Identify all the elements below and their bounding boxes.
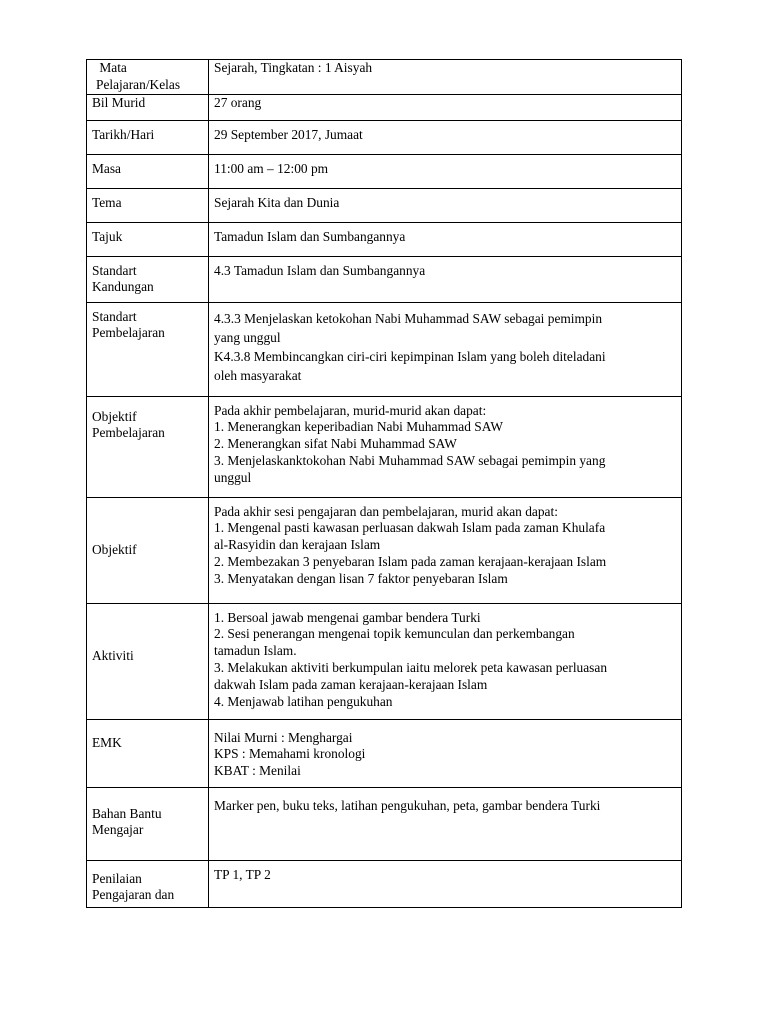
table-row — [87, 256, 682, 302]
label-line: Pelajaran/Kelas — [96, 76, 181, 92]
content-line: KPS : Memahami kronologi — [214, 746, 366, 762]
content-line: Pada akhir sesi pengajaran dan pembelajaran, murid akan dapat: — [214, 503, 558, 519]
content-line: Sejarah Kita dan Dunia — [214, 194, 340, 210]
label-line: Mengajar — [92, 822, 144, 838]
table-row — [87, 60, 682, 95]
row-label — [87, 719, 209, 787]
label-line: Mata — [96, 60, 127, 75]
content-line: 2. Menerangkan sifat Nabi Muhammad SAW — [214, 436, 457, 452]
content-line: al-Rasyidin dan kerajaan Islam — [214, 537, 381, 553]
label-line: Tema — [92, 194, 122, 210]
table-row — [87, 497, 682, 603]
content-line: 1. Bersoal jawab mengenai gambar bendera Turki — [214, 609, 481, 625]
label-line: Pembelajaran — [92, 325, 165, 341]
row-content — [209, 787, 682, 860]
row-label — [87, 860, 209, 907]
content-line: KBAT : Menilai — [214, 763, 301, 779]
table-row — [87, 719, 682, 787]
label-line: EMK — [92, 734, 122, 750]
label-line: Pengajaran dan — [92, 887, 175, 903]
content-line: 2. Membezakan 3 penyebaran Islam pada zaman kerajaan-kerajaan Islam — [214, 553, 607, 569]
table-row — [87, 94, 682, 120]
row-label — [87, 188, 209, 222]
content-line: Tamadun Islam dan Sumbangannya — [214, 228, 406, 244]
label-line: Tarikh/Hari — [92, 126, 155, 142]
row-content — [209, 256, 682, 302]
row-label — [87, 154, 209, 188]
label-line: Kandungan — [92, 279, 154, 295]
content-line: 1. Menerangkan keperibadian Nabi Muhammad SAW — [214, 419, 503, 435]
content-line: 3. Menjelaskanktokohan Nabi Muhammad SAW sebagai pemimpin yang — [214, 452, 606, 468]
row-content — [209, 396, 682, 497]
row-content — [209, 222, 682, 256]
row-content — [209, 60, 682, 95]
row-content — [209, 497, 682, 603]
label-line: Bil Murid — [92, 94, 146, 110]
table-row — [87, 154, 682, 188]
row-label — [87, 120, 209, 154]
content-line: 4.3 Tamadun Islam dan Sumbangannya — [214, 262, 426, 278]
label-line: Objektif — [92, 541, 137, 557]
row-content — [209, 154, 682, 188]
content-line: 3. Melakukan aktiviti berkumpulan iaitu melorek peta kawasan perluasan — [214, 659, 608, 675]
table-row — [87, 787, 682, 860]
row-label — [87, 222, 209, 256]
content-line: 2. Sesi penerangan mengenai topik kemunculan dan perkembangan — [214, 626, 575, 642]
content-line: dakwah Islam pada zaman kerajaan-kerajaan Islam — [214, 676, 488, 692]
row-label — [87, 256, 209, 302]
row-label — [87, 94, 209, 120]
label-line: Bahan Bantu — [92, 805, 162, 821]
row-content — [209, 603, 682, 719]
content-line: 1. Mengenal pasti kawasan perluasan dakwah Islam pada zaman Khulafa — [214, 520, 606, 536]
row-label — [87, 60, 209, 95]
table-row — [87, 396, 682, 497]
content-line: oleh masyarakat — [214, 367, 302, 383]
content-line: Pada akhir pembelajaran, murid-murid akan dapat: — [214, 402, 487, 418]
content-line: TP 1, TP 2 — [214, 866, 271, 882]
label-line: Masa — [92, 160, 122, 176]
content-line: 4. Menjawab latihan pengukuhan — [214, 693, 393, 709]
content-line: 29 September 2017, Jumaat — [214, 126, 363, 142]
row-content — [209, 719, 682, 787]
table-row — [87, 120, 682, 154]
content-line: tamadun Islam. — [214, 643, 297, 659]
content-line: Sejarah, Tingkatan : 1 Aisyah — [214, 60, 373, 75]
row-content — [209, 94, 682, 120]
row-label — [87, 302, 209, 396]
label-line: Objektif — [92, 408, 137, 424]
label-line: Tajuk — [92, 228, 123, 244]
lesson-plan-table — [86, 59, 682, 908]
row-content — [209, 188, 682, 222]
row-label — [87, 396, 209, 497]
row-content — [209, 860, 682, 907]
content-line: Nilai Murni : Menghargai — [214, 729, 353, 745]
table-row — [87, 222, 682, 256]
content-line: yang unggul — [214, 329, 281, 345]
row-label — [87, 787, 209, 860]
content-line: unggul — [214, 469, 252, 485]
row-content — [209, 302, 682, 396]
table-row — [87, 302, 682, 396]
table-row — [87, 860, 682, 907]
row-label — [87, 603, 209, 719]
content-line: K4.3.8 Membincangkan ciri-ciri kepimpinan Islam yang boleh diteladani — [214, 348, 606, 364]
content-line: 4.3.3 Menjelaskan ketokohan Nabi Muhammad SAW sebagai pemimpin — [214, 310, 603, 326]
row-content — [209, 120, 682, 154]
label-line: Standart — [92, 308, 137, 324]
content-line: Marker pen, buku teks, latihan pengukuhan, peta, gambar bendera Turki — [214, 797, 601, 813]
table-row — [87, 603, 682, 719]
label-line: Aktiviti — [92, 647, 134, 663]
label-line: Standart — [92, 262, 137, 278]
content-line: 27 orang — [214, 94, 262, 110]
content-line: 3. Menyatakan dengan lisan 7 faktor penyebaran Islam — [214, 570, 508, 586]
row-label — [87, 497, 209, 603]
label-line: Pembelajaran — [92, 425, 165, 441]
content-line: 11:00 am – 12:00 pm — [214, 160, 329, 176]
label-line: Penilaian — [92, 870, 142, 886]
table-row — [87, 188, 682, 222]
